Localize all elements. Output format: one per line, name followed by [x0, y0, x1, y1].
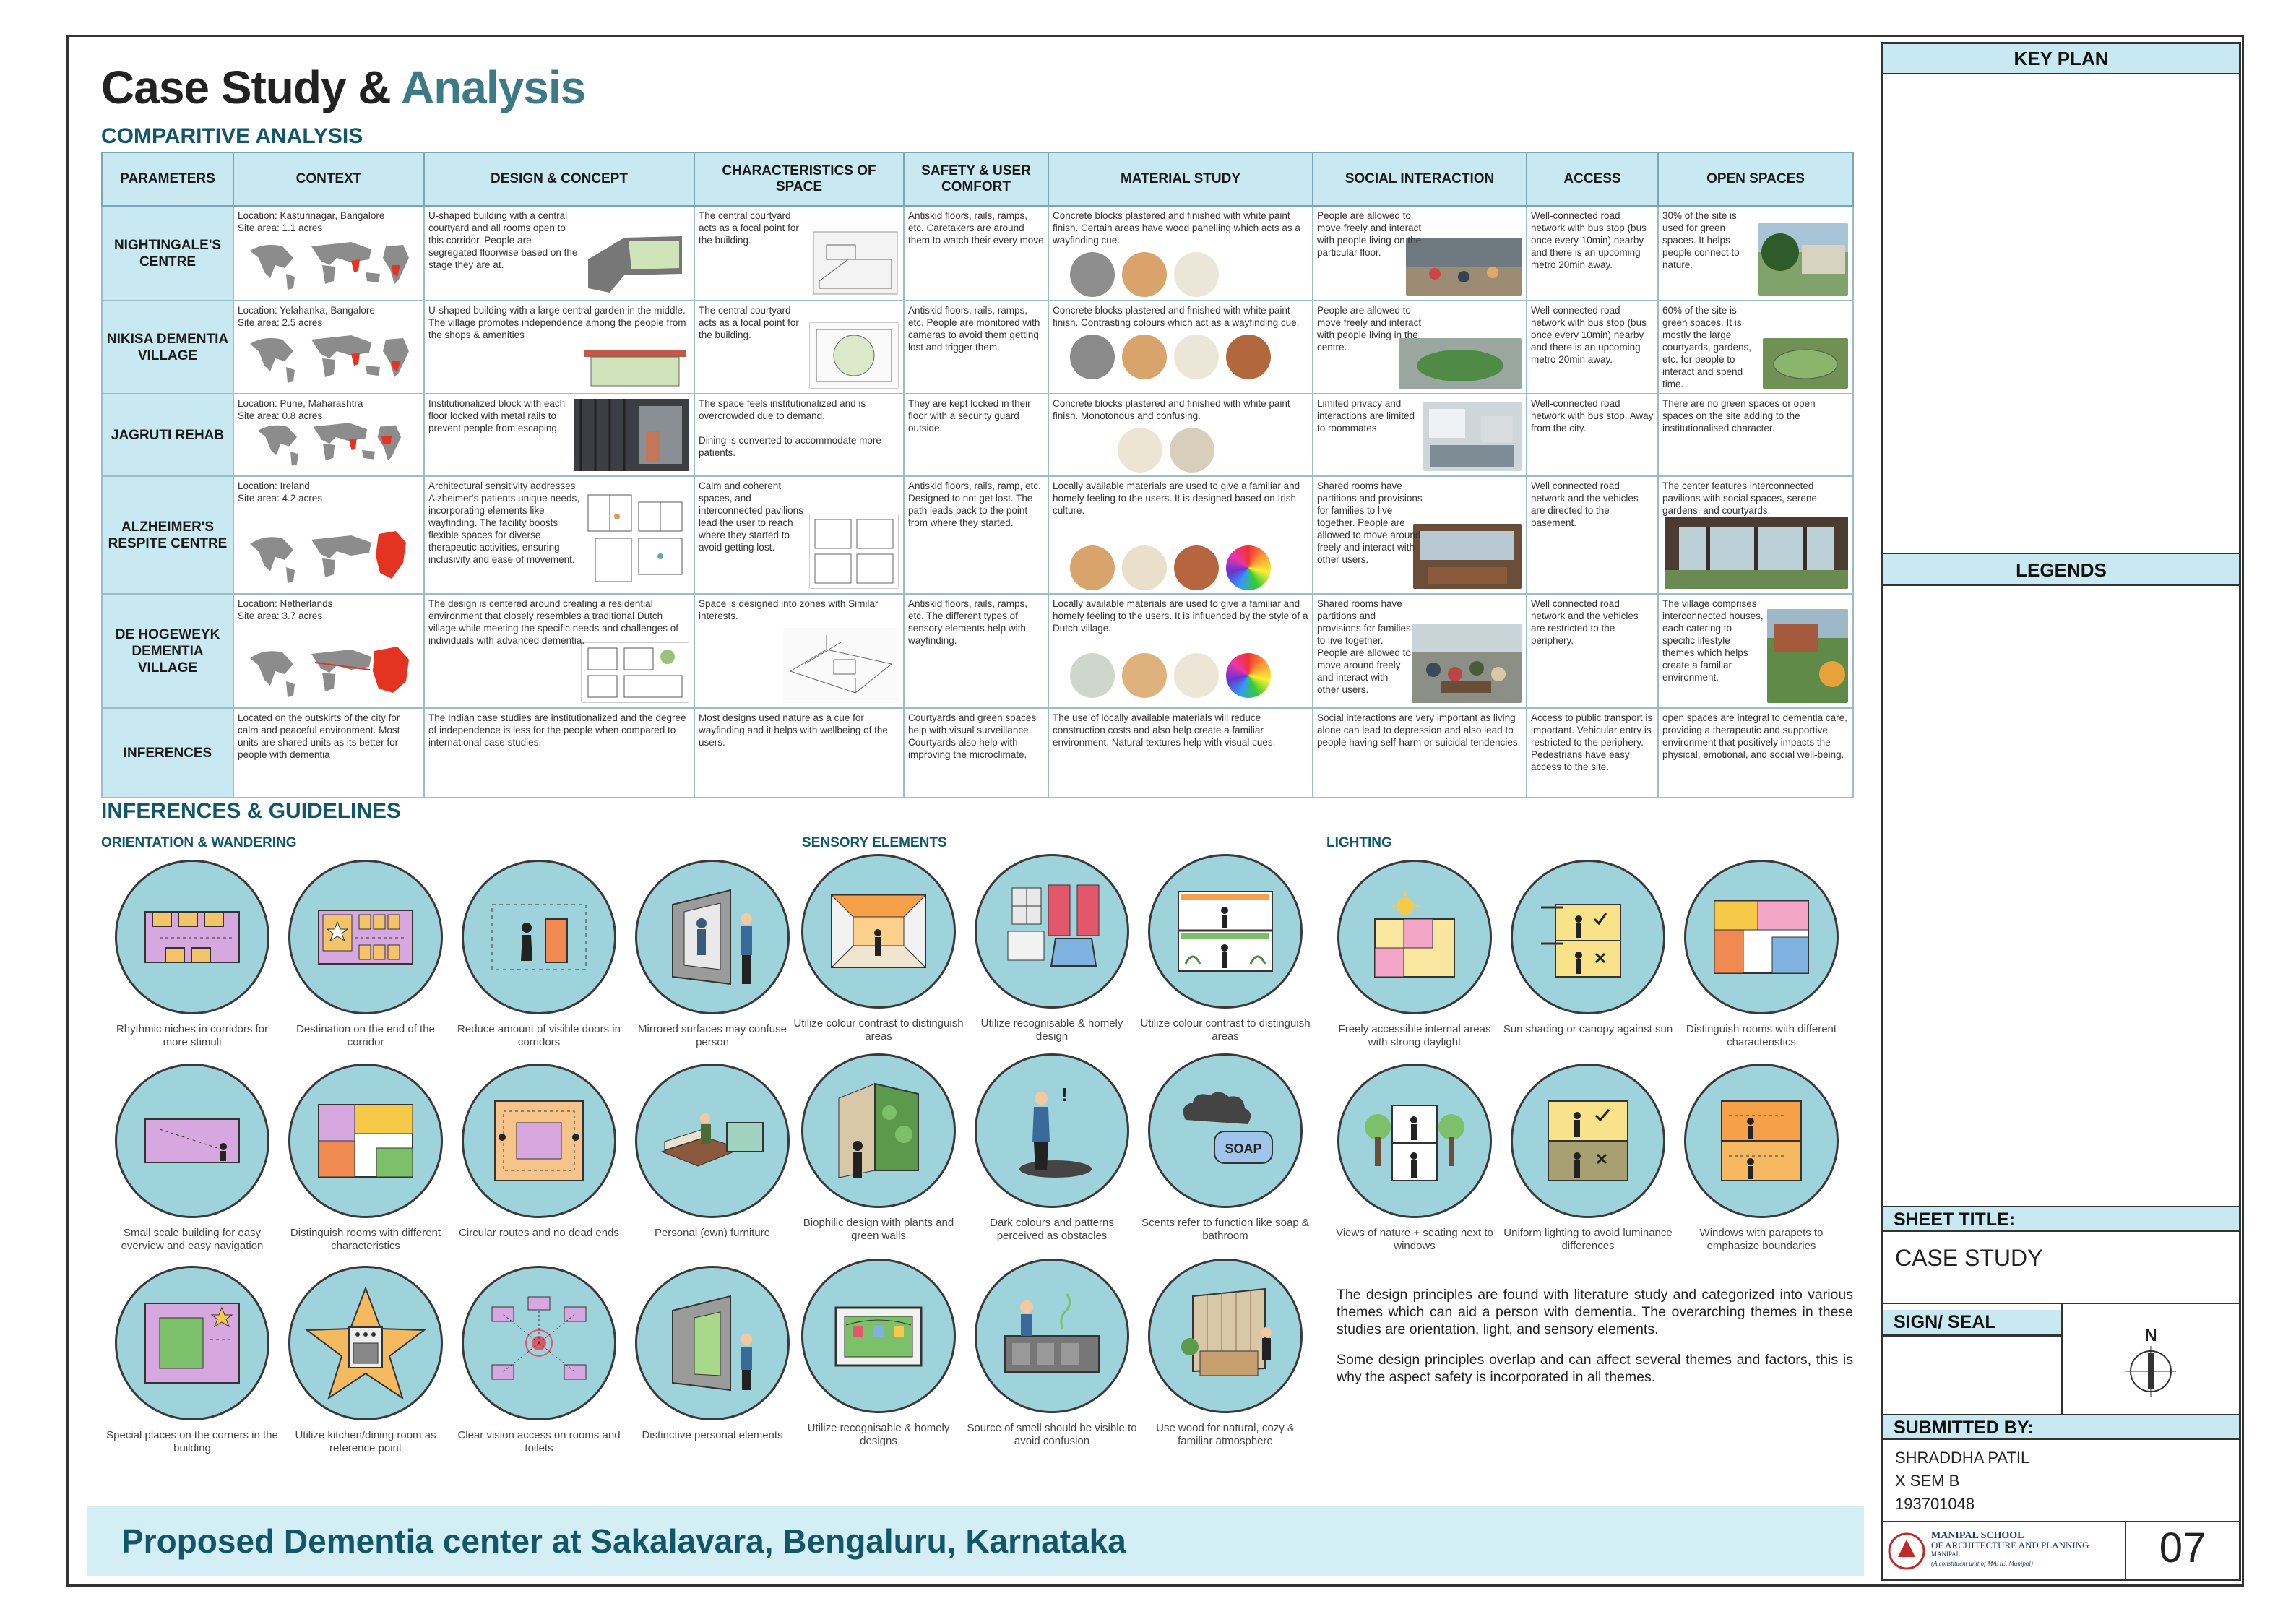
- axonometric-sketch-icon: [783, 628, 899, 703]
- paragraph-2: Some design principles overlap and can affect several themes and factors, this is why the aspect safety is incorporated in all themes.: [1337, 1352, 1853, 1385]
- project-banner: [87, 1506, 1864, 1576]
- guideline-item: [105, 1266, 279, 1455]
- window-parapet-icon: [1684, 1064, 1839, 1218]
- guideline-caption: Freely accessible internal areas with strong daylight: [1338, 1023, 1491, 1048]
- safety-text: Antiskid floors, rails, ramps, etc. People are monitored with cameras to avoid them getting lost and trigger them.: [908, 305, 1040, 353]
- design-cell: [424, 301, 694, 394]
- space-text: Calm and coherent spaces, and interconnected pavilions lead the user to reach where they started to avoid getting lost.: [699, 480, 803, 553]
- context-text: Location: Yelahanka, Bangalore Site area: 2.5 acres: [238, 305, 375, 328]
- homely-furniture-icon: [975, 854, 1129, 1009]
- space-text: Space is designed into zones with Similar interests.: [699, 598, 879, 621]
- social-text: People are allowed to move freely and interact with people living in the centre.: [1317, 305, 1422, 353]
- guideline-caption: Utilize colour contrast to distinguish areas: [1140, 1017, 1311, 1043]
- biophilic-wall-icon: [801, 1053, 956, 1208]
- guideline-item: [1328, 1064, 1501, 1253]
- swatch-colour-wheel: [1226, 545, 1271, 590]
- north-arrow: [2115, 1326, 2187, 1400]
- row-label: JAGRUTI REHAB: [102, 394, 233, 476]
- dark-floor-obstacle-icon: [975, 1053, 1129, 1208]
- world-map-icon: [243, 236, 416, 294]
- title-block: [1881, 42, 2241, 1581]
- header-design: DESIGN & CONCEPT: [424, 152, 694, 206]
- kitchen-star-icon: [288, 1266, 443, 1420]
- space-text: The central courtyard acts as a focal point for the building.: [699, 210, 799, 246]
- guideline-caption: Sun shading or canopy against sun: [1503, 1023, 1673, 1035]
- guideline-caption: Dark colours and patterns perceived as obstacles: [990, 1217, 1114, 1242]
- material-swatches: [1070, 335, 1308, 379]
- material-cell: [1048, 394, 1313, 476]
- access-cell: [1527, 206, 1658, 301]
- swatch-concrete: [1070, 335, 1115, 379]
- header-safety: SAFETY & USER COMFORT: [904, 152, 1048, 206]
- safety-cell: [904, 206, 1048, 301]
- social-text: Social interactions are very important as living alone can lead to depression and also lead to people having self-harm or suicidal tendencies.: [1317, 712, 1521, 748]
- sheet-title-header: SHEET TITLE:: [1883, 1206, 2239, 1232]
- guideline-caption: Source of smell should be visible to avoid confusion: [967, 1422, 1137, 1447]
- row-label: ALZHEIMER'S RESPITE CENTRE: [102, 476, 233, 594]
- context-cell: [233, 394, 424, 476]
- guideline-item: [626, 860, 799, 1049]
- guideline-item: [792, 1053, 965, 1243]
- safety-cell: [904, 594, 1048, 708]
- header-parameters: PARAMETERS: [102, 152, 233, 206]
- uniform-lighting-icon: [1511, 1064, 1665, 1218]
- guideline-caption: Destination on the end of the corridor: [296, 1023, 435, 1048]
- guideline-caption: Utilize kitchen/dining room as reference point: [295, 1429, 436, 1454]
- homely-window-icon: [801, 1259, 956, 1413]
- swatch-wood: [1070, 545, 1115, 590]
- world-map-icon: [243, 329, 416, 387]
- table-row: [102, 594, 1853, 708]
- guideline-caption: Reduce amount of visible doors in corridors: [457, 1023, 621, 1048]
- guideline-item: [452, 860, 626, 1049]
- header-space: CHARACTERISTICS OF SPACE: [694, 152, 904, 206]
- guideline-caption: Utilize recognisable & homely designs: [807, 1422, 950, 1447]
- header-material: MATERIAL STUDY: [1048, 152, 1313, 206]
- svg-text:!: !: [1061, 1084, 1068, 1105]
- masterplan-icon: [581, 642, 689, 703]
- guideline-caption: Uniform lighting to avoid luminance differences: [1503, 1227, 1673, 1252]
- world-map-icon: [243, 527, 416, 587]
- guideline-item: [1328, 860, 1501, 1049]
- semester: X SEM B: [1895, 1472, 1960, 1490]
- comparative-analysis-heading: COMPARITIVE ANALYSIS: [101, 124, 363, 148]
- social-cell: [1313, 594, 1527, 708]
- material-swatches: [1118, 428, 1308, 473]
- material-swatches: [1070, 653, 1308, 698]
- photo-garden-icon: [1758, 223, 1848, 296]
- rhythmic-niches-icon: [115, 860, 269, 1014]
- open-cell: [1658, 708, 1853, 798]
- swatch-wood: [1122, 335, 1167, 379]
- school-emblem-icon: [1888, 1531, 1925, 1571]
- swatch-plaster: [1174, 335, 1219, 379]
- space-cell: [694, 594, 904, 708]
- guideline-item: [452, 1064, 626, 1240]
- open-text: open spaces are integral to dementia care, providing a therapeutic and supportive environment that positively impacts the physical, emotional, and social well-being.: [1662, 712, 1847, 760]
- sun-shading-icon: [1511, 860, 1665, 1014]
- sketch-image-icon: [812, 230, 899, 296]
- key-plan-header: KEY PLAN: [1883, 44, 2239, 74]
- guideline-caption: Views of nature + seating next to windows: [1336, 1227, 1493, 1252]
- safety-text: Antiskid floors, rails, ramps, etc. Caretakers are around them to watch their every move: [908, 210, 1044, 246]
- guideline-item: [792, 1259, 965, 1448]
- guideline-caption: Circular routes and no dead ends: [459, 1227, 619, 1239]
- safety-text: Antiskid floors, rails, ramp, etc. Designed to not get lost. The path leads back to the point from where they started.: [908, 480, 1041, 528]
- swatch-brick: [1174, 545, 1219, 590]
- guideline-caption: Special places on the corners in the building: [106, 1429, 278, 1454]
- guideline-item: [105, 860, 279, 1049]
- title-part-1: Case Study &: [101, 61, 401, 113]
- school-line-4: (A constituent unit of MAHE, Manipal): [1931, 1560, 2033, 1567]
- design-cell: [424, 708, 694, 798]
- social-cell: [1313, 301, 1527, 394]
- guideline-caption: Personal (own) furniture: [654, 1227, 771, 1239]
- sheet-number: 07: [2159, 1524, 2206, 1571]
- design-text: The Indian case studies are institutionalized and the degree of independence is less for the people when compared to international case studies.: [428, 712, 686, 748]
- context-cell: [233, 708, 424, 798]
- table-row: [102, 394, 1853, 476]
- material-cell: [1048, 708, 1313, 798]
- school-line-2: OF ARCHITECTURE AND PLANNING: [1931, 1540, 2089, 1550]
- social-cell: [1313, 708, 1527, 798]
- photo-courtyard-icon: [1763, 338, 1848, 389]
- swatch-plaster: [1174, 653, 1219, 698]
- space-cell: [694, 476, 904, 594]
- social-text: Shared rooms have partitions and provisions for families to live together. People are allowed to move around freely and interact with other users.: [1317, 480, 1423, 565]
- guideline-item: [105, 1064, 279, 1253]
- sign-seal-header: SIGN/ SEAL: [1883, 1310, 2061, 1336]
- open-cell: [1658, 476, 1853, 594]
- material-cell: [1048, 476, 1313, 594]
- divider: [1883, 1521, 2239, 1522]
- row-label: NIKISA DEMENTIA VILLAGE: [102, 301, 233, 394]
- open-cell: [1658, 594, 1853, 708]
- photo-gathering-icon: [1412, 624, 1522, 703]
- safety-cell: [904, 301, 1048, 394]
- divider: [2061, 1303, 2063, 1414]
- guidelines-paragraph: [1337, 1286, 1853, 1399]
- access-cell: [1527, 301, 1658, 394]
- safety-text: Antiskid floors, rails, ramps, etc. The different types of sensory elements help with wayfinding.: [908, 598, 1028, 646]
- guideline-caption: Scents refer to function like soap & bathroom: [1141, 1217, 1309, 1242]
- table-row: [102, 206, 1853, 301]
- world-map-icon: [243, 641, 416, 702]
- social-cell: [1313, 476, 1527, 594]
- row-label: DE HOGEWEYK DEMENTIA VILLAGE: [102, 594, 233, 708]
- clear-vision-icon: [462, 1266, 616, 1420]
- comparative-table: [101, 152, 1854, 798]
- header-open: OPEN SPACES: [1658, 152, 1853, 206]
- nature-view-icon: [1337, 1064, 1492, 1218]
- school-line-3: MANIPAL: [1931, 1550, 1961, 1558]
- photo-room-icon: [1423, 402, 1522, 471]
- safety-text: They are kept locked in their floor with a security guard outside.: [908, 398, 1031, 433]
- open-text: 60% of the site is green spaces. It is mostly the large courtyards, gardens, etc. for people to interact and spend time.: [1662, 305, 1752, 389]
- material-swatches: [1070, 252, 1308, 297]
- guideline-caption: Mirrored surfaces may confuse person: [638, 1023, 787, 1048]
- guideline-item: [452, 1266, 626, 1455]
- guideline-caption: Use wood for natural, cozy & familiar atmosphere: [1156, 1422, 1295, 1447]
- circular-route-icon: [462, 1064, 616, 1218]
- safety-cell: [904, 476, 1048, 594]
- guideline-item: [279, 1064, 452, 1253]
- material-text: The use of locally available materials will reduce construction costs and also help create a familiar environment. Natural textures help with visual cues.: [1053, 712, 1276, 748]
- guideline-caption: Small scale building for easy overview and easy navigation: [121, 1227, 264, 1252]
- plan-sketch-icon: [809, 322, 899, 389]
- divider: [1883, 1336, 2061, 1337]
- swatch-plaster: [1122, 545, 1167, 590]
- context-cell: [233, 476, 424, 594]
- swatch-plaster: [1118, 428, 1162, 473]
- header-context: CONTEXT: [233, 152, 424, 206]
- section-diagram-icon: [581, 345, 689, 389]
- guideline-caption: Distinctive personal elements: [642, 1429, 783, 1441]
- access-cell: [1527, 594, 1658, 708]
- swatch-dark-wood: [1226, 335, 1271, 379]
- plan-diagram-icon: [581, 223, 689, 296]
- sheet-title-value: CASE STUDY: [1895, 1245, 2043, 1271]
- open-cell: [1658, 394, 1853, 476]
- mirror-icon: [635, 860, 790, 1014]
- design-text: The design is centered around creating a residential environment that closely resembles a traditional Dutch village while meeting the specific needs and challenges of individuals with advanced dementia.: [428, 598, 678, 646]
- guideline-item: [1675, 1064, 1848, 1253]
- material-text: Locally available materials are used to give a familiar and homely feeling to the users. It is influenced by the style of a Dutch village.: [1053, 598, 1308, 634]
- guideline-item: [1139, 1259, 1312, 1448]
- swatch-plaster-2: [1170, 428, 1214, 473]
- inferences-heading: INFERENCES & GUIDELINES: [101, 799, 402, 823]
- access-cell: [1527, 476, 1658, 594]
- material-text: Concrete blocks plastered and finished with white paint finish. Contrasting colours which act as a wayfinding cue.: [1053, 305, 1300, 328]
- photo-interior-icon: [574, 399, 689, 471]
- safety-cell: [904, 708, 1048, 798]
- social-text: Shared rooms have partitions and provisions for families to live together. People are allowed to move around freely and interact with other users.: [1317, 598, 1411, 695]
- access-text: Access to public transport is important. Vehicular entry is restricted to the periphery. Pedestrians have easy access to the site.: [1531, 712, 1653, 772]
- table-row: [102, 476, 1853, 594]
- guideline-item: [1139, 1053, 1312, 1243]
- personal-door-icon: [635, 1266, 790, 1420]
- safety-text: Courtyards and green spaces help with visual surveillance. Courtyards also help with improving the microclimate.: [908, 712, 1037, 760]
- guideline-item: [626, 1266, 799, 1442]
- photo-lounge-icon: [1413, 524, 1522, 589]
- material-text: Concrete blocks plastered and finished with white paint finish. Certain areas have wood panelling which acts as a wayfinding cue.: [1053, 210, 1300, 246]
- swatch-stone: [1070, 653, 1115, 698]
- page-title: [101, 61, 585, 114]
- guideline-item: [626, 1064, 799, 1240]
- material-cell: [1048, 301, 1313, 394]
- material-cell: [1048, 594, 1313, 708]
- header-access: ACCESS: [1527, 152, 1658, 206]
- context-text: Location: Kasturinagar, Bangalore Site area: 1.1 acres: [238, 210, 385, 233]
- social-cell: [1313, 394, 1527, 476]
- swatch-wood: [1122, 252, 1167, 297]
- guideline-caption: Clear vision access on rooms and toilets: [457, 1429, 621, 1454]
- guideline-item: [965, 1053, 1139, 1243]
- header-social: SOCIAL INTERACTION: [1313, 152, 1527, 206]
- school-line-1: MANIPAL SCHOOL: [1931, 1530, 2024, 1541]
- photo-village-garden-icon: [1767, 609, 1848, 703]
- space-cell: [694, 301, 904, 394]
- access-text: Well-connected road network with bus stop. Away from the city.: [1531, 398, 1654, 433]
- north-arrow-icon: [2125, 1346, 2176, 1397]
- category-sensory: SENSORY ELEMENTS: [802, 835, 947, 850]
- guideline-item: [965, 854, 1139, 1043]
- context-cell: [233, 594, 424, 708]
- guideline-item: [965, 1259, 1139, 1448]
- space-cell: [694, 206, 904, 301]
- access-text: Well connected road network and the vehicles are restricted to the periphery.: [1531, 598, 1639, 646]
- design-cell: [424, 206, 694, 301]
- design-cell: [424, 394, 694, 476]
- guideline-item: [1501, 860, 1675, 1036]
- guideline-caption: Biophilic design with plants and green walls: [803, 1217, 954, 1242]
- submitted-by-header: SUBMITTED BY:: [1883, 1414, 2239, 1440]
- small-building-icon: [115, 1064, 269, 1218]
- access-text: Well connected road network and the vehicles are directed to the basement.: [1531, 480, 1639, 528]
- student-name: SHRADDHA PATIL: [1895, 1449, 2030, 1467]
- corridor-destination-icon: [288, 860, 443, 1014]
- space-cell: [694, 708, 904, 798]
- distinct-rooms-icon: [288, 1064, 443, 1218]
- open-text: The center features interconnected pavilions with social spaces, serene gardens, and courtyards.: [1662, 480, 1817, 516]
- plan-sketch-icon: [809, 514, 899, 589]
- design-text: Institutionalized block with each floor locked with metal rails to prevent people from escaping.: [428, 398, 566, 433]
- student-id: 193701048: [1895, 1495, 1975, 1513]
- context-text: Located on the outskirts of the city for calm and peaceful environment. Most units are shared units as its better for people with dementia: [238, 712, 400, 760]
- daylight-sun-icon: [1337, 860, 1492, 1014]
- material-swatches: [1070, 545, 1308, 590]
- title-part-2: Analysis: [400, 61, 586, 113]
- context-text: Location: Pune, Maharashtra Site area: 0.8 acres: [238, 398, 363, 421]
- open-text: The village comprises interconnected houses, each catering to specific lifestyle themes which helps create a familiar environment.: [1662, 598, 1764, 683]
- social-cell: [1313, 206, 1527, 301]
- context-cell: [233, 206, 424, 301]
- space-text: Most designs used nature as a cue for wayfinding and it helps with wellbeing of the users.: [699, 712, 888, 748]
- category-lighting: LIGHTING: [1326, 835, 1392, 850]
- guideline-caption: Distinguish rooms with different characteristics: [1686, 1023, 1837, 1048]
- guideline-item: [792, 854, 965, 1043]
- world-map-icon: [243, 418, 416, 470]
- guideline-item: [1501, 1064, 1675, 1253]
- personal-furniture-icon: [635, 1064, 790, 1218]
- social-text: Limited privacy and interactions are limited to roommates.: [1317, 398, 1415, 433]
- space-cell: [694, 394, 904, 476]
- row-label: NIGHTINGALE'S CENTRE: [102, 206, 233, 301]
- access-cell: [1527, 708, 1658, 798]
- room-plan-icon: [1684, 860, 1839, 1014]
- material-text: Concrete blocks plastered and finished with white paint finish. Monotonous and confusing.: [1053, 398, 1290, 421]
- context-text: Location: Netherlands Site area: 3.7 acres: [238, 598, 333, 621]
- north-label: N: [2144, 1326, 2157, 1345]
- school-logo: [1888, 1531, 2119, 1574]
- plan-drawing-icon: [581, 488, 689, 589]
- swatch-concrete: [1070, 252, 1115, 297]
- space-text: The space feels institutionalized and is overcrowded due to demand. Dining is converted to accommodate more patients.: [699, 398, 881, 458]
- open-text: There are no green spaces or open spaces on the site adding to the institutionalised character.: [1662, 398, 1816, 433]
- row-label: INFERENCES: [102, 708, 233, 798]
- material-cell: [1048, 206, 1313, 301]
- guideline-item: [1139, 854, 1312, 1043]
- guideline-item: [279, 860, 452, 1049]
- safety-cell: [904, 394, 1048, 476]
- legends-header: LEGENDS: [1883, 553, 2239, 586]
- design-cell: [424, 594, 694, 708]
- design-text: Architectural sensitivity addresses Alzheimer's patients unique needs, incorporating elements like wayfinding. The facility boosts flexible spaces for diverse therapeutic activities, ensuring inclusivity and ease of movement.: [428, 480, 579, 565]
- door-person-icon: [462, 860, 616, 1014]
- kitchen-smell-icon: [975, 1259, 1129, 1413]
- space-text: The central courtyard acts as a focal point for the building.: [699, 305, 799, 340]
- corner-places-icon: [115, 1266, 269, 1420]
- soap-label: SOAP: [1225, 1142, 1262, 1156]
- guideline-item: [1675, 860, 1848, 1049]
- access-text: Well-connected road network with bus stop (bus once every 10min) nearby and there is an upcoming metro 20min away.: [1531, 305, 1647, 365]
- swatch-plaster: [1174, 252, 1219, 297]
- design-cell: [424, 476, 694, 594]
- guideline-item: [279, 1266, 452, 1455]
- open-cell: [1658, 301, 1853, 394]
- open-text: 30% of the site is used for green spaces. It helps people connect to nature.: [1662, 210, 1740, 270]
- social-text: People are allowed to move freely and interact with people living on the particular floor.: [1317, 210, 1422, 258]
- swatch-colour-wheel: [1226, 653, 1271, 698]
- guideline-caption: Rhythmic niches in corridors for more stimuli: [116, 1023, 269, 1048]
- material-text: Locally available materials are used to give a familiar and homely feeling to the users. It is designed based on Irish culture.: [1053, 480, 1300, 516]
- table-row: [102, 708, 1853, 798]
- category-orientation: ORIENTATION & WANDERING: [101, 835, 297, 850]
- design-text: U-shaped building with a central courtyard and all rooms open to this corridor. People are segregated floorwise based on the stage they are at.: [428, 210, 578, 270]
- guideline-caption: Utilize colour contrast to distinguish areas: [793, 1017, 964, 1043]
- section-contrast-icon: [1148, 854, 1303, 1009]
- wood-interior-icon: [1148, 1259, 1303, 1413]
- guideline-caption: Utilize recognisable & homely design: [980, 1017, 1123, 1043]
- table-row: [102, 301, 1853, 394]
- guideline-caption: Distinguish rooms with different characteristics: [290, 1227, 441, 1252]
- soap-scent-icon: [1148, 1053, 1303, 1208]
- project-title: Proposed Dementia center at Sakalavara, Bengaluru, Karnataka: [121, 1522, 1126, 1560]
- guideline-caption: Windows with parapets to emphasize boundaries: [1699, 1227, 1824, 1252]
- access-text: Well-connected road network with bus stop (bus once every 10min) nearby and there is an upcoming metro 20min away.: [1531, 210, 1647, 270]
- context-text: Location: Ireland Site area: 4.2 acres: [238, 480, 323, 504]
- photo-pavilion-icon: [1665, 517, 1848, 589]
- access-cell: [1527, 394, 1658, 476]
- colour-contrast-room-icon: [801, 854, 956, 1009]
- design-text: U-shaped building with a large central garden in the middle. The village promotes independence among the people from the shops & amenities: [428, 305, 686, 340]
- open-cell: [1658, 206, 1853, 301]
- context-cell: [233, 301, 424, 394]
- paragraph-1: The design principles are found with literature study and categorized into various themes which can aid a person with dementia. The overarching themes in these studies are orientation, light, and sensory elements.: [1337, 1287, 1853, 1337]
- swatch-wood: [1122, 653, 1167, 698]
